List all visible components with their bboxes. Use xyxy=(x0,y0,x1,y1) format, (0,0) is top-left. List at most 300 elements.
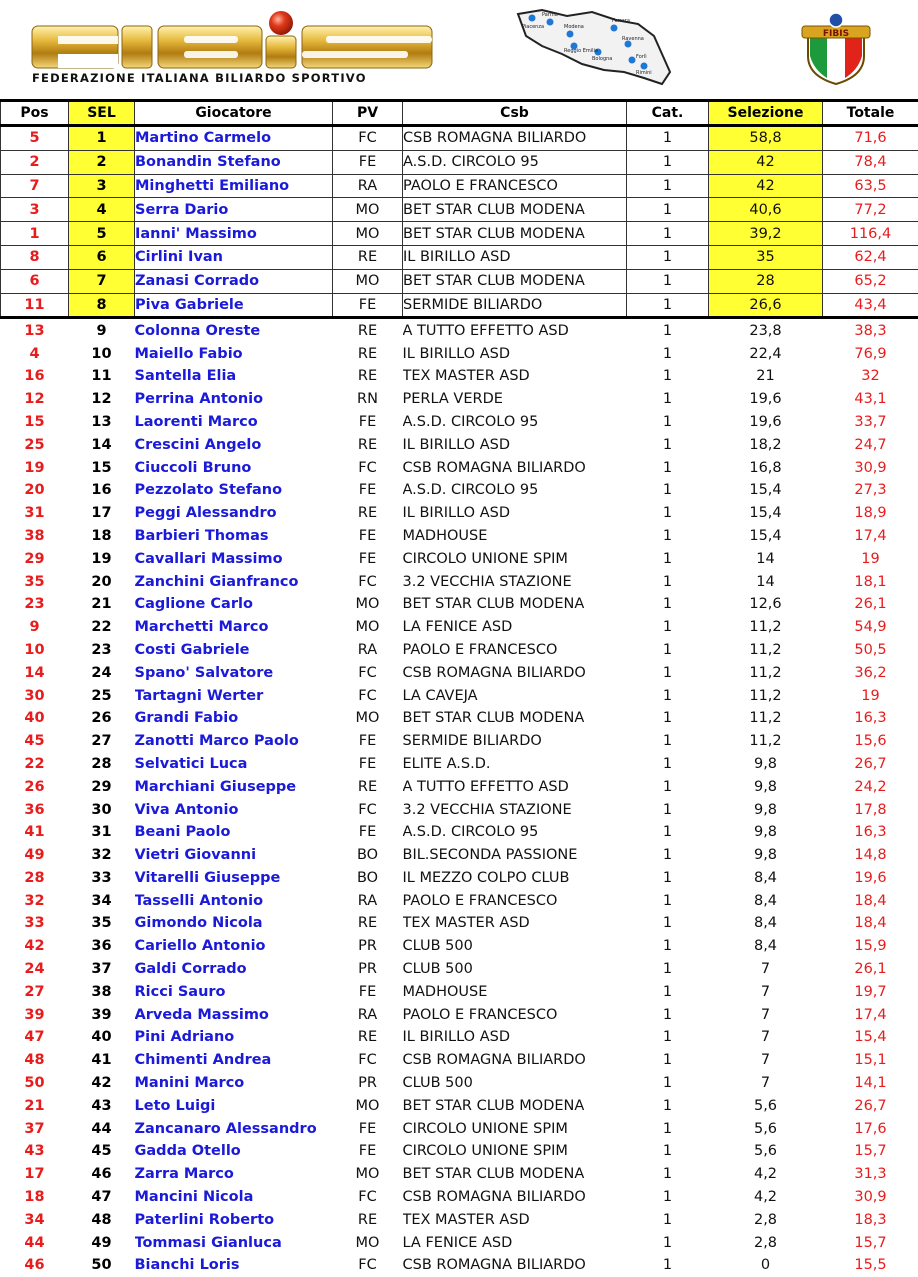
cell-category: 1 xyxy=(627,958,709,981)
cell-club: PAOLO E FRANCESCO xyxy=(403,1003,627,1026)
cell-province: FC xyxy=(333,684,403,707)
cell-province: PR xyxy=(333,935,403,958)
cell-totale: 36,2 xyxy=(823,661,918,684)
cell-club: CIRCOLO UNIONE SPIM xyxy=(403,547,627,570)
cell-club: CSB ROMAGNA BILIARDO xyxy=(403,1049,627,1072)
cell-player-name[interactable]: Zanchini Gianfranco xyxy=(135,570,333,593)
col-header-pv[interactable]: PV xyxy=(333,101,403,126)
cell-selezione: 9,8 xyxy=(709,775,823,798)
cell-province: FC xyxy=(333,456,403,479)
cell-player-name[interactable]: Maiello Fabio xyxy=(135,342,333,365)
cell-category: 1 xyxy=(627,889,709,912)
cell-selezione: 28 xyxy=(709,269,823,293)
cell-sel: 20 xyxy=(69,570,135,593)
table-row[interactable] xyxy=(1,502,918,525)
cell-club: CIRCOLO UNIONE SPIM xyxy=(403,1117,627,1140)
svg-text:Parma: Parma xyxy=(542,12,558,18)
cell-club: SERMIDE BILIARDO xyxy=(403,730,627,753)
cell-category: 1 xyxy=(627,433,709,456)
cell-pos: 48 xyxy=(1,1049,69,1072)
cell-club: PAOLO E FRANCESCO xyxy=(403,639,627,662)
cell-totale: 24,7 xyxy=(823,433,918,456)
table-row[interactable] xyxy=(1,707,918,730)
cell-pos: 45 xyxy=(1,730,69,753)
table-row[interactable] xyxy=(1,1163,918,1186)
cell-selezione: 7 xyxy=(709,1026,823,1049)
cell-player-name[interactable]: Paterlini Roberto xyxy=(135,1208,333,1231)
cell-selezione: 21 xyxy=(709,365,823,388)
cell-selezione: 11,2 xyxy=(709,684,823,707)
cell-totale: 19,6 xyxy=(823,867,918,890)
cell-selezione: 42 xyxy=(709,174,823,198)
cell-category: 1 xyxy=(627,593,709,616)
cell-category: 1 xyxy=(627,1094,709,1117)
region-map xyxy=(512,6,674,88)
table-row[interactable] xyxy=(1,639,918,662)
cell-selezione: 7 xyxy=(709,980,823,1003)
cell-province: RE xyxy=(333,1208,403,1231)
table-row[interactable] xyxy=(1,1254,918,1277)
cell-category: 1 xyxy=(627,502,709,525)
table-row[interactable] xyxy=(1,222,918,246)
cell-club: ELITE A.S.D. xyxy=(403,753,627,776)
table-row[interactable] xyxy=(1,1186,918,1209)
cell-sel: 43 xyxy=(69,1094,135,1117)
table-row[interactable] xyxy=(1,174,918,198)
cell-pos: 34 xyxy=(1,1208,69,1231)
cell-sel: 33 xyxy=(69,867,135,890)
cell-selezione: 11,2 xyxy=(709,639,823,662)
cell-selezione: 8,4 xyxy=(709,935,823,958)
table-row[interactable] xyxy=(1,684,918,707)
cell-totale: 15,1 xyxy=(823,1049,918,1072)
cell-category: 1 xyxy=(627,1003,709,1026)
cell-selezione: 19,6 xyxy=(709,411,823,434)
cell-province: RE xyxy=(333,912,403,935)
cell-player-name[interactable]: Barbieri Thomas xyxy=(135,525,333,548)
cell-sel: 1 xyxy=(69,126,135,151)
cell-province: FC xyxy=(333,798,403,821)
table-row[interactable] xyxy=(1,1140,918,1163)
cell-player-name[interactable]: Viva Antonio xyxy=(135,798,333,821)
col-header-selezione[interactable]: Selezione xyxy=(709,101,823,126)
table-row[interactable] xyxy=(1,821,918,844)
cell-totale: 33,7 xyxy=(823,411,918,434)
cell-player-name[interactable]: Marchetti Marco xyxy=(135,616,333,639)
cell-totale: 62,4 xyxy=(823,245,918,269)
cell-category: 1 xyxy=(627,821,709,844)
col-header-giocatore[interactable]: Giocatore xyxy=(135,101,333,126)
cell-player-name[interactable]: Zanotti Marco Paolo xyxy=(135,730,333,753)
cell-sel: 18 xyxy=(69,525,135,548)
cell-totale: 26,7 xyxy=(823,1094,918,1117)
col-header-totale[interactable]: Totale xyxy=(823,101,918,126)
cell-sel: 49 xyxy=(69,1231,135,1254)
table-row[interactable] xyxy=(1,1231,918,1254)
table-row[interactable] xyxy=(1,867,918,890)
cell-pos: 50 xyxy=(1,1072,69,1095)
table-row[interactable] xyxy=(1,730,918,753)
svg-text:Piacenza: Piacenza xyxy=(522,24,544,30)
cell-province: RE xyxy=(333,1026,403,1049)
table-row[interactable] xyxy=(1,150,918,174)
cell-sel: 8 xyxy=(69,293,135,318)
svg-text:Ferrara: Ferrara xyxy=(612,18,630,24)
table-row[interactable] xyxy=(1,547,918,570)
svg-text:Forlì: Forlì xyxy=(636,53,647,60)
table-row[interactable] xyxy=(1,775,918,798)
table-row[interactable] xyxy=(1,616,918,639)
cell-player-name[interactable]: Zancanaro Alessandro xyxy=(135,1117,333,1140)
billiard-ball-icon xyxy=(269,11,293,35)
cell-player-name[interactable]: Vietri Giovanni xyxy=(135,844,333,867)
cell-player-name[interactable]: Mancini Nicola xyxy=(135,1186,333,1209)
cell-sel: 29 xyxy=(69,775,135,798)
cell-pos: 17 xyxy=(1,1163,69,1186)
cell-totale: 71,6 xyxy=(823,126,918,151)
cell-totale: 38,3 xyxy=(823,318,918,342)
cell-selezione: 35 xyxy=(709,245,823,269)
cell-player-name[interactable]: Piva Gabriele xyxy=(135,293,333,318)
table-row[interactable] xyxy=(1,912,918,935)
cell-player-name[interactable]: Selvatici Luca xyxy=(135,753,333,776)
cell-player-name[interactable]: Beani Paolo xyxy=(135,821,333,844)
cell-province: RE xyxy=(333,502,403,525)
cell-province: FE xyxy=(333,547,403,570)
cell-selezione: 5,6 xyxy=(709,1140,823,1163)
svg-text:Bologna: Bologna xyxy=(592,56,612,62)
cell-sel: 21 xyxy=(69,593,135,616)
cell-club: LA CAVEJA xyxy=(403,684,627,707)
cell-club: TEX MASTER ASD xyxy=(403,365,627,388)
cell-club: BET STAR CLUB MODENA xyxy=(403,707,627,730)
cell-pos: 46 xyxy=(1,1254,69,1277)
cell-selezione: 40,6 xyxy=(709,198,823,222)
cell-sel: 32 xyxy=(69,844,135,867)
cell-category: 1 xyxy=(627,935,709,958)
table-row[interactable] xyxy=(1,1049,918,1072)
table-row[interactable] xyxy=(1,388,918,411)
cell-totale: 17,8 xyxy=(823,798,918,821)
cell-club: CSB ROMAGNA BILIARDO xyxy=(403,661,627,684)
cell-province: RA xyxy=(333,639,403,662)
cell-totale: 27,3 xyxy=(823,479,918,502)
cell-selezione: 39,2 xyxy=(709,222,823,246)
table-row[interactable] xyxy=(1,570,918,593)
cell-club: BET STAR CLUB MODENA xyxy=(403,1163,627,1186)
cell-totale: 16,3 xyxy=(823,821,918,844)
cell-player-name[interactable]: Laorenti Marco xyxy=(135,411,333,434)
cell-category: 1 xyxy=(627,269,709,293)
cell-sel: 13 xyxy=(69,411,135,434)
cell-category: 1 xyxy=(627,844,709,867)
col-header-sel[interactable]: SEL xyxy=(69,101,135,126)
cell-club: CSB ROMAGNA BILIARDO xyxy=(403,126,627,151)
cell-player-name[interactable]: Minghetti Emiliano xyxy=(135,174,333,198)
table-row[interactable] xyxy=(1,844,918,867)
cell-sel: 10 xyxy=(69,342,135,365)
cell-club: A.S.D. CIRCOLO 95 xyxy=(403,479,627,502)
cell-selezione: 16,8 xyxy=(709,456,823,479)
cell-sel: 23 xyxy=(69,639,135,662)
cell-club: CLUB 500 xyxy=(403,935,627,958)
cell-sel: 11 xyxy=(69,365,135,388)
cell-player-name[interactable]: Bianchi Loris xyxy=(135,1254,333,1277)
cell-pos: 25 xyxy=(1,433,69,456)
col-header-csb[interactable]: Csb xyxy=(403,101,627,126)
svg-text:Reggio Emilia: Reggio Emilia xyxy=(564,48,598,54)
cell-province: FC xyxy=(333,1049,403,1072)
cell-province: RE xyxy=(333,775,403,798)
fibis-logo-letters xyxy=(30,10,435,72)
table-row[interactable] xyxy=(1,126,918,151)
cell-sel: 6 xyxy=(69,245,135,269)
cell-pos: 23 xyxy=(1,593,69,616)
cell-totale: 17,4 xyxy=(823,1003,918,1026)
cell-player-name[interactable]: Arveda Massimo xyxy=(135,1003,333,1026)
cell-pos: 47 xyxy=(1,1026,69,1049)
table-row[interactable] xyxy=(1,525,918,548)
cell-category: 1 xyxy=(627,388,709,411)
cell-selezione: 9,8 xyxy=(709,821,823,844)
cell-totale: 43,4 xyxy=(823,293,918,318)
cell-player-name[interactable]: Zarra Marco xyxy=(135,1163,333,1186)
cell-pos: 39 xyxy=(1,1003,69,1026)
cell-province: RN xyxy=(333,388,403,411)
cell-province: FE xyxy=(333,1140,403,1163)
table-row[interactable] xyxy=(1,293,918,318)
table-row[interactable] xyxy=(1,1094,918,1117)
table-row[interactable] xyxy=(1,1072,918,1095)
table-row[interactable] xyxy=(1,1117,918,1140)
cell-sel: 40 xyxy=(69,1026,135,1049)
cell-player-name[interactable]: Gadda Otello xyxy=(135,1140,333,1163)
cell-totale: 16,3 xyxy=(823,707,918,730)
cell-province: FE xyxy=(333,293,403,318)
cell-player-name[interactable]: Spano' Salvatore xyxy=(135,661,333,684)
cell-category: 1 xyxy=(627,222,709,246)
table-row[interactable] xyxy=(1,318,918,342)
table-row[interactable] xyxy=(1,1208,918,1231)
cell-player-name[interactable]: Peggi Alessandro xyxy=(135,502,333,525)
svg-text:FIBIS: FIBIS xyxy=(823,29,849,39)
cell-sel: 44 xyxy=(69,1117,135,1140)
cell-pos: 49 xyxy=(1,844,69,867)
cell-totale: 63,5 xyxy=(823,174,918,198)
cell-pos: 35 xyxy=(1,570,69,593)
cell-sel: 17 xyxy=(69,502,135,525)
table-row[interactable] xyxy=(1,958,918,981)
cell-player-name[interactable]: Chimenti Andrea xyxy=(135,1049,333,1072)
cell-player-name[interactable]: Caglione Carlo xyxy=(135,593,333,616)
cell-player-name[interactable]: Tartagni Werter xyxy=(135,684,333,707)
cell-sel: 34 xyxy=(69,889,135,912)
cell-totale: 116,4 xyxy=(823,222,918,246)
cell-pos: 42 xyxy=(1,935,69,958)
cell-province: RA xyxy=(333,889,403,912)
cell-player-name[interactable]: Ricci Sauro xyxy=(135,980,333,1003)
cell-pos: 21 xyxy=(1,1094,69,1117)
svg-text:Ravenna: Ravenna xyxy=(622,36,644,42)
cell-club: MADHOUSE xyxy=(403,525,627,548)
cell-club: PAOLO E FRANCESCO xyxy=(403,174,627,198)
cell-selezione: 7 xyxy=(709,958,823,981)
cell-totale: 30,9 xyxy=(823,1186,918,1209)
table-row[interactable] xyxy=(1,935,918,958)
cell-totale: 14,1 xyxy=(823,1072,918,1095)
cell-sel: 24 xyxy=(69,661,135,684)
table-row[interactable] xyxy=(1,1003,918,1026)
cell-category: 1 xyxy=(627,245,709,269)
cell-player-name[interactable]: Pini Adriano xyxy=(135,1026,333,1049)
cell-player-name[interactable]: Bonandin Stefano xyxy=(135,150,333,174)
cell-province: MO xyxy=(333,616,403,639)
cell-club: PAOLO E FRANCESCO xyxy=(403,889,627,912)
cell-player-name[interactable]: Galdi Corrado xyxy=(135,958,333,981)
cell-player-name[interactable]: Costi Gabriele xyxy=(135,639,333,662)
table-row[interactable] xyxy=(1,245,918,269)
cell-province: FE xyxy=(333,150,403,174)
cell-pos: 40 xyxy=(1,707,69,730)
cell-player-name[interactable]: Ciuccoli Bruno xyxy=(135,456,333,479)
cell-pos: 12 xyxy=(1,388,69,411)
cell-province: RE xyxy=(333,318,403,342)
cell-totale: 17,6 xyxy=(823,1117,918,1140)
cell-province: FC xyxy=(333,1254,403,1277)
cell-pos: 6 xyxy=(1,269,69,293)
cell-selezione: 2,8 xyxy=(709,1208,823,1231)
cell-player-name[interactable]: Marchiani Giuseppe xyxy=(135,775,333,798)
cell-club: IL BIRILLO ASD xyxy=(403,342,627,365)
cell-pos: 14 xyxy=(1,661,69,684)
table-row[interactable] xyxy=(1,593,918,616)
cell-sel: 25 xyxy=(69,684,135,707)
cell-province: MO xyxy=(333,1231,403,1254)
cell-player-name[interactable]: Cirlini Ivan xyxy=(135,245,333,269)
cell-pos: 41 xyxy=(1,821,69,844)
cell-province: MO xyxy=(333,1094,403,1117)
cell-province: FC xyxy=(333,1186,403,1209)
cell-category: 1 xyxy=(627,126,709,151)
cell-player-name[interactable]: Crescini Angelo xyxy=(135,433,333,456)
cell-pos: 38 xyxy=(1,525,69,548)
table-row[interactable] xyxy=(1,365,918,388)
cell-club: PERLA VERDE xyxy=(403,388,627,411)
col-header-cat[interactable]: Cat. xyxy=(627,101,709,126)
cell-selezione: 15,4 xyxy=(709,479,823,502)
cell-selezione: 15,4 xyxy=(709,502,823,525)
cell-category: 1 xyxy=(627,1140,709,1163)
cell-sel: 41 xyxy=(69,1049,135,1072)
cell-selezione: 11,2 xyxy=(709,616,823,639)
cell-player-name[interactable]: Manini Marco xyxy=(135,1072,333,1095)
table-row[interactable] xyxy=(1,198,918,222)
cell-sel: 5 xyxy=(69,222,135,246)
cell-player-name[interactable]: Pezzolato Stefano xyxy=(135,479,333,502)
cell-selezione: 58,8 xyxy=(709,126,823,151)
cell-selezione: 11,2 xyxy=(709,730,823,753)
cell-category: 1 xyxy=(627,661,709,684)
cell-province: FC xyxy=(333,126,403,151)
cell-pos: 20 xyxy=(1,479,69,502)
cell-selezione: 8,4 xyxy=(709,867,823,890)
cell-category: 1 xyxy=(627,798,709,821)
table-row[interactable] xyxy=(1,411,918,434)
cell-province: FE xyxy=(333,980,403,1003)
cell-player-name[interactable]: Perrina Antonio xyxy=(135,388,333,411)
cell-category: 1 xyxy=(627,1208,709,1231)
cell-province: BO xyxy=(333,867,403,890)
table-row[interactable] xyxy=(1,433,918,456)
cell-player-name[interactable]: Martino Carmelo xyxy=(135,126,333,151)
table-row[interactable] xyxy=(1,798,918,821)
cell-totale: 19 xyxy=(823,684,918,707)
cell-player-name[interactable]: Tommasi Gianluca xyxy=(135,1231,333,1254)
table-row[interactable] xyxy=(1,980,918,1003)
cell-category: 1 xyxy=(627,684,709,707)
cell-player-name[interactable]: Zanasi Corrado xyxy=(135,269,333,293)
cell-totale: 15,7 xyxy=(823,1231,918,1254)
cell-club: IL MEZZO COLPO CLUB xyxy=(403,867,627,890)
cell-player-name[interactable]: Cavallari Massimo xyxy=(135,547,333,570)
table-row[interactable] xyxy=(1,753,918,776)
cell-totale: 15,6 xyxy=(823,730,918,753)
cell-player-name[interactable]: Tasselli Antonio xyxy=(135,889,333,912)
cell-player-name[interactable]: Santella Elia xyxy=(135,365,333,388)
cell-province: FE xyxy=(333,1117,403,1140)
cell-club: A.S.D. CIRCOLO 95 xyxy=(403,150,627,174)
table-row[interactable] xyxy=(1,456,918,479)
cell-player-name[interactable]: Leto Luigi xyxy=(135,1094,333,1117)
cell-sel: 48 xyxy=(69,1208,135,1231)
cell-totale: 78,4 xyxy=(823,150,918,174)
cell-pos: 13 xyxy=(1,318,69,342)
table-header-row xyxy=(1,101,918,126)
cell-selezione: 11,2 xyxy=(709,707,823,730)
cell-province: RE xyxy=(333,342,403,365)
cell-category: 1 xyxy=(627,174,709,198)
cell-player-name[interactable]: Serra Dario xyxy=(135,198,333,222)
cell-player-name[interactable]: Ianni' Massimo xyxy=(135,222,333,246)
cell-sel: 42 xyxy=(69,1072,135,1095)
table-row[interactable] xyxy=(1,479,918,502)
cell-player-name[interactable]: Colonna Oreste xyxy=(135,318,333,342)
cell-player-name[interactable]: Vitarelli Giuseppe xyxy=(135,867,333,890)
cell-province: FE xyxy=(333,821,403,844)
cell-selezione: 7 xyxy=(709,1072,823,1095)
cell-province: MO xyxy=(333,593,403,616)
cell-club: IL BIRILLO ASD xyxy=(403,502,627,525)
table-row[interactable] xyxy=(1,269,918,293)
cell-category: 1 xyxy=(627,639,709,662)
federation-emblem xyxy=(800,12,872,86)
cell-category: 1 xyxy=(627,1254,709,1277)
col-header-pos[interactable]: Pos xyxy=(1,101,69,126)
table-row[interactable] xyxy=(1,661,918,684)
cell-category: 1 xyxy=(627,753,709,776)
cell-club: TEX MASTER ASD xyxy=(403,1208,627,1231)
cell-pos: 32 xyxy=(1,889,69,912)
table-row[interactable] xyxy=(1,889,918,912)
cell-province: RA xyxy=(333,174,403,198)
cell-player-name[interactable]: Gimondo Nicola xyxy=(135,912,333,935)
cell-pos: 18 xyxy=(1,1186,69,1209)
cell-player-name[interactable]: Cariello Antonio xyxy=(135,935,333,958)
cell-category: 1 xyxy=(627,525,709,548)
cell-player-name[interactable]: Grandi Fabio xyxy=(135,707,333,730)
table-row[interactable] xyxy=(1,1026,918,1049)
table-row[interactable] xyxy=(1,342,918,365)
